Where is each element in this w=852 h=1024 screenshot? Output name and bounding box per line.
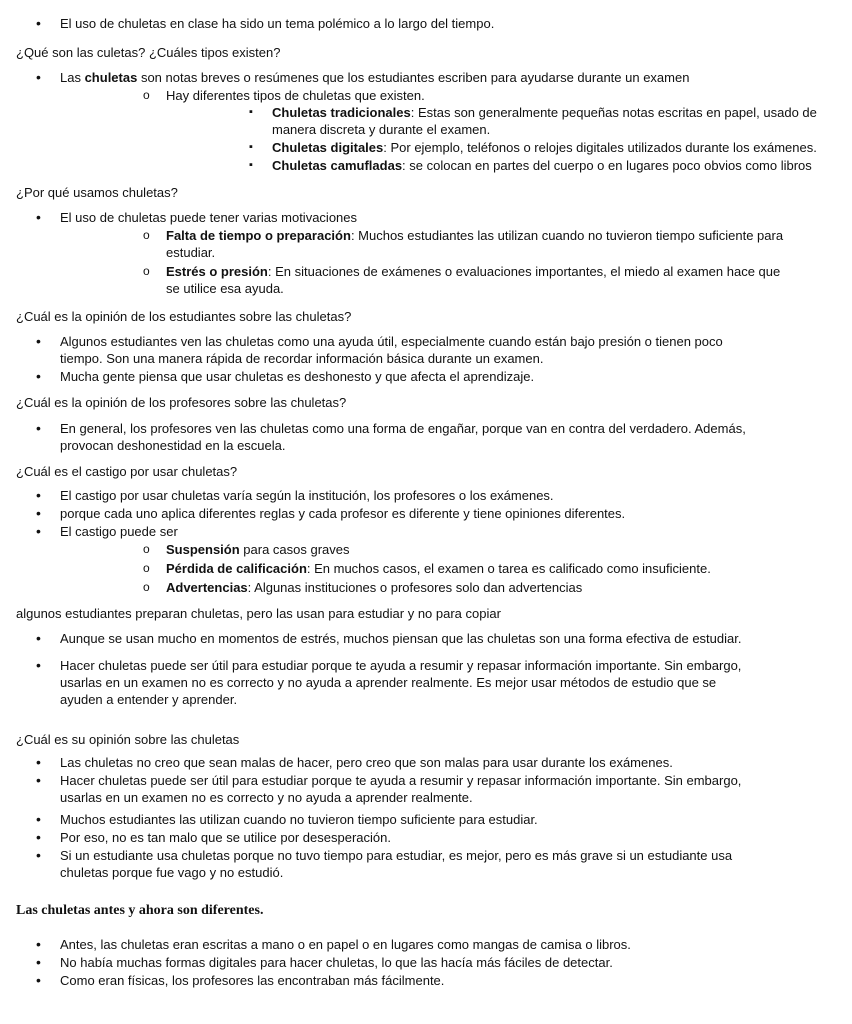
list-item [0,487,750,504]
type-item [226,104,852,138]
list-item [0,15,750,32]
item-text: : En situaciones de exámenes o evaluaciones importantes, el miedo al examen hace que se utilice esa ayuda. [166,264,781,296]
list-item [0,368,750,385]
item-text: En general, los profesores ven las chuletas como una forma de engañar, porque van en contra del verdadero. Además, provocan deshonestidad en la escuela. [60,421,746,453]
item-text: Si un estudiante usa chuletas porque no tuvo tiempo para estudiar, es mejor, pero es más grave si un estudiante usa chuletas porque fue vago y no estudió. [60,848,733,880]
list-item [0,754,750,771]
list-item [0,630,750,647]
item-text: : se colocan en partes del cuerpo o en lugares poco obvios como libros [402,158,812,173]
own-opinion-list-a [0,754,760,807]
item-text: El castigo por usar chuletas varía según la institución, los profesores o los exámenes. [60,488,554,503]
item-text: Hay diferentes tipos de chuletas que existen. [166,88,425,103]
sub-list-item [120,541,792,558]
item-text: Aunque se usan mucho en momentos de estrés, muchos piensan que las chuletas son una forma efectiva de estudiar. [60,631,742,646]
list-item [0,333,750,367]
definition-list [0,69,817,176]
item-text: Como eran físicas, los profesores las encontraban más fácilmente. [60,973,445,988]
sub-list-item [120,579,792,596]
list-item [0,829,750,846]
section-heading: Las chuletas antes y ahora son diferentes. [16,903,264,918]
list-item [0,420,750,454]
motivations-list [0,209,784,299]
item-text: Las chuletas no creo que sean malas de hacer, pero creo que son malas para usar durante los exámenes. [60,755,673,770]
list-item [0,811,750,828]
list-item [0,69,817,174]
punishment-list [0,487,760,598]
types-list [166,104,817,174]
item-text: Las [60,70,85,85]
intro-list [0,15,760,33]
question-heading: ¿Cuál es el castigo por usar chuletas? [16,464,238,479]
bold-term: Chuletas tradicionales [272,105,411,120]
item-text: : Muchos estudiantes las utilizan cuando no tuvieron tiempo suficiente para estudiar. [166,228,784,260]
sub-list [60,227,784,297]
sub-list-item [120,227,792,261]
sub-list-item [120,87,817,174]
students-opinion-list [0,333,760,386]
list-item [0,505,750,522]
type-item [226,157,852,174]
before-now-list [0,936,760,990]
sub-list-item [120,560,792,577]
bold-term: Estrés o presión [166,264,268,279]
item-text: Algunos estudiantes ven las chuletas como una ayuda útil, especialmente cuando están bajo presión o tienen poco tiempo. Son una manera rápida de recordar información básica durante un examen. [60,334,723,366]
item-text: : Algunas instituciones o profesores solo dan advertencias [247,580,583,595]
own-opinion-list-b [0,811,760,882]
list-item [0,523,750,596]
bold-term: Chuletas camufladas [272,158,403,173]
list-item [0,209,784,297]
paragraph-text: algunos estudiantes preparan chuletas, pero las usan para estudiar y no para copiar [16,606,501,621]
bold-term: Chuletas digitales [272,140,384,155]
list-item [0,972,750,989]
bold-term: Pérdida de calificación [166,561,307,576]
item-text: : Estas son generalmente pequeñas notas escritas en papel, usado de manera discreta y durante el examen. [272,105,817,137]
type-item [226,139,852,156]
question-heading: ¿Cuál es la opinión de los profesores sobre las chuletas? [16,395,347,410]
item-text: Hacer chuletas puede ser útil para estudiar porque te ayuda a resumir y repasar información importante. Sin embargo, usarlas en un examen no es correcto y no ayuda a aprender realmente. [60,773,742,805]
bold-term: Suspensión [166,542,240,557]
item-text: Antes, las chuletas eran escritas a mano o en papel o en lugares como mangas de camisa o libros. [60,937,631,952]
item-text: son notas breves o resúmenes que los estudiantes escriben para ayudarse durante un examen [137,70,690,85]
sub-list [60,87,817,174]
item-text: : En muchos casos, el examen o tarea es calificado como insuficiente. [306,561,711,576]
question-heading: ¿Cuál es la opinión de los estudiantes sobre las chuletas? [16,309,352,324]
item-text: El uso de chuletas puede tener varias motivaciones [60,210,358,225]
item-text: Por eso, no es tan malo que se utilice por desesperación. [60,830,391,845]
bold-term: Advertencias [166,580,248,595]
list-item [0,936,750,953]
item-text: Mucha gente piensa que usar chuletas es deshonesto y que afecta el aprendizaje. [60,369,535,384]
question-heading: ¿Por qué usamos chuletas? [16,185,178,200]
item-text: El castigo puede ser [60,524,178,539]
question-heading: ¿Qué son las culetas? ¿Cuáles tipos existen? [16,45,281,60]
item-text: Muchos estudiantes las utilizan cuando no tuvieron tiempo suficiente para estudiar. [60,812,538,827]
sub-list-item [120,263,792,297]
sub-list [60,541,750,596]
bold-term: Falta de tiempo o preparación [166,228,351,243]
bold-term: chuletas [84,70,138,85]
list-item [0,657,750,708]
list-item [0,772,750,806]
item-text: No había muchas formas digitales para hacer chuletas, lo que las hacía más fáciles de detectar. [60,955,613,970]
item-text: porque cada uno aplica diferentes reglas y cada profesor es diferente y tiene opiniones diferentes. [60,506,626,521]
intro-text: El uso de chuletas en clase ha sido un tema polémico a lo largo del tiempo. [60,16,495,31]
question-heading: ¿Cuál es su opinión sobre las chuletas [16,732,240,747]
list-item [0,847,750,881]
list-item [0,954,750,971]
item-text: : Por ejemplo, teléfonos o relojes digitales utilizados durante los exámenes. [383,140,817,155]
item-text: para casos graves [239,542,350,557]
study-list [0,630,760,709]
item-text: Hacer chuletas puede ser útil para estudiar porque te ayuda a resumir y repasar información importante. Sin embargo, usarlas en un examen no es correcto y no ayuda a aprender realmente. Es mejor usar métodos de estudio que se ayuden a entender y aprender. [60,658,742,707]
teachers-opinion-list [0,420,760,455]
